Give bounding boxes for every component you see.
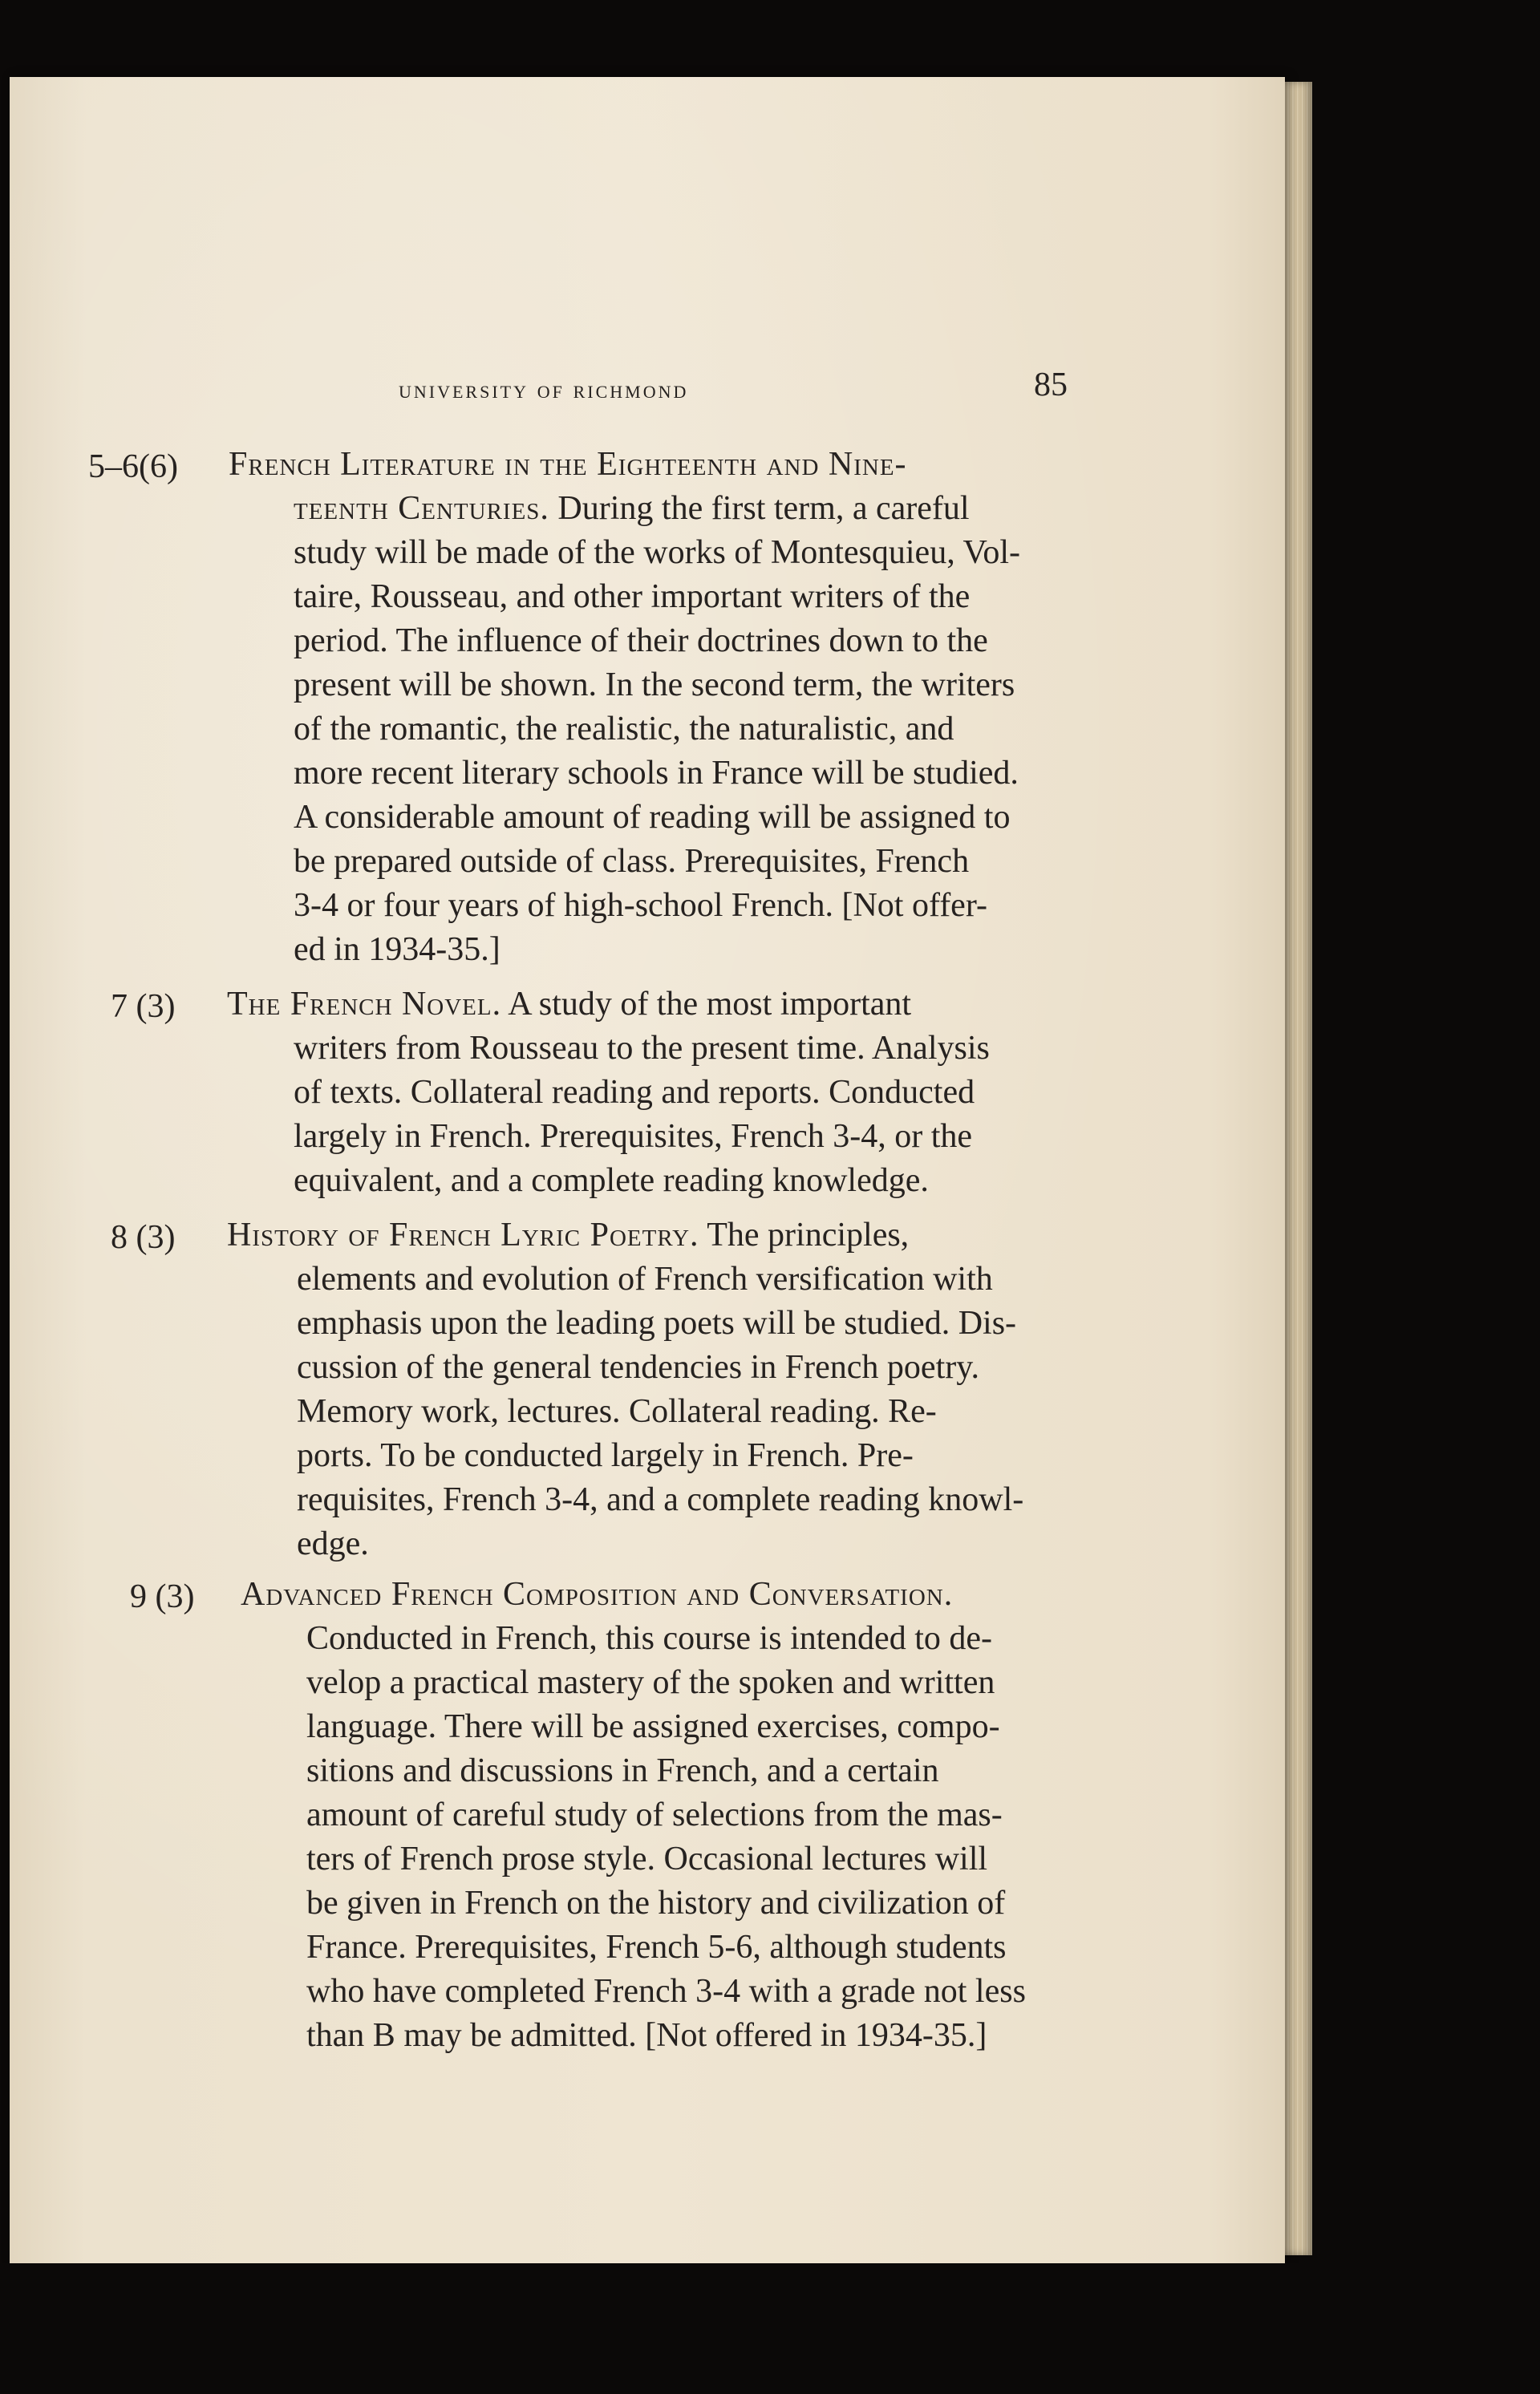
- description-line: period. The influence of their doctrines down to the: [294, 622, 988, 659]
- course-title-line-1: [227, 987, 911, 1021]
- description-line: be given in French on the history and civilization of: [306, 1885, 1006, 1922]
- running-title: university of richmond: [399, 375, 689, 403]
- description-line: writers from Rousseau to the present time. Analysis: [294, 1030, 990, 1067]
- scan-bottom-margin: [0, 2263, 1540, 2394]
- description-line: velop a practical mastery of the spoken and written: [306, 1664, 995, 1701]
- course-title: The French Novel.: [227, 986, 502, 1023]
- description-line: more recent literary schools in France will be studied.: [294, 755, 1019, 792]
- description-line: ters of French prose style. Occasional lectures will: [306, 1841, 988, 1878]
- course-number: 7 (3): [111, 988, 176, 1025]
- course-title: Advanced French Composition and Conversation.: [241, 1576, 954, 1613]
- description-line: cussion of the general tendencies in French poetry.: [297, 1349, 979, 1386]
- description-line: largely in French. Prerequisites, French 3-4, or the: [294, 1118, 973, 1155]
- description-line: of the romantic, the realistic, the naturalistic, and: [294, 711, 954, 747]
- description-line: taire, Rousseau, and other important writers of the: [294, 578, 971, 615]
- description-line: present will be shown. In the second term, the writers: [294, 666, 1015, 703]
- description-line: emphasis upon the leading poets will be studied. Dis-: [297, 1305, 1017, 1342]
- description-line: sitions and discussions in French, and a certain: [306, 1752, 939, 1789]
- description-line: ed in 1934-35.]: [294, 931, 500, 968]
- course-number: 8 (3): [111, 1219, 176, 1256]
- course-title-cont: teenth Centuries.: [294, 490, 549, 527]
- description-line: of texts. Collateral reading and reports. Conducted: [294, 1074, 975, 1111]
- description-line: who have completed French 3-4 with a grade not less: [306, 1973, 1026, 2010]
- description-line: 3-4 or four years of high-school French. [Not offer-: [294, 887, 987, 924]
- description-line: amount of careful study of selections from the mas-: [306, 1797, 1003, 1833]
- description-line: elements and evolution of French versification with: [297, 1261, 993, 1298]
- description-line: A study of the most important: [501, 986, 912, 1023]
- page-number: 85: [1034, 367, 1068, 403]
- description-line: language. There will be assigned exercises, compo-: [306, 1708, 1000, 1745]
- description-line: equivalent, and a complete reading knowledge.: [294, 1162, 929, 1199]
- description-line: The principles,: [699, 1217, 910, 1254]
- description-line: edge.: [297, 1525, 369, 1562]
- description-line: Memory work, lectures. Collateral reading. Re-: [297, 1393, 937, 1430]
- course-title-line-1: [227, 1218, 909, 1252]
- description-line: requisites, French 3-4, and a complete reading knowl-: [297, 1481, 1024, 1518]
- description-line: ports. To be conducted largely in French. Pre-: [297, 1437, 914, 1474]
- course-title-line-2: [294, 492, 970, 525]
- description-line: France. Prerequisites, French 5-6, although students: [306, 1929, 1007, 1966]
- description-line: Conducted in French, this course is intended to de-: [306, 1620, 992, 1657]
- description-line: than B may be admitted. [Not offered in 1934-35.]: [306, 2017, 987, 2054]
- course-title: History of French Lyric Poetry.: [227, 1217, 699, 1254]
- course-title: French Literature in the Eighteenth and Nine-: [229, 446, 907, 483]
- book-page: [10, 77, 1285, 2263]
- course-number: 5–6(6): [88, 448, 178, 485]
- description-line: A considerable amount of reading will be assigned to: [294, 799, 1011, 836]
- description-line: During the first term, a careful: [549, 490, 970, 527]
- description-line: study will be made of the works of Montesquieu, Vol-: [294, 534, 1021, 571]
- description-line: be prepared outside of class. Prerequisites, French: [294, 843, 970, 880]
- course-number: 9 (3): [130, 1578, 195, 1615]
